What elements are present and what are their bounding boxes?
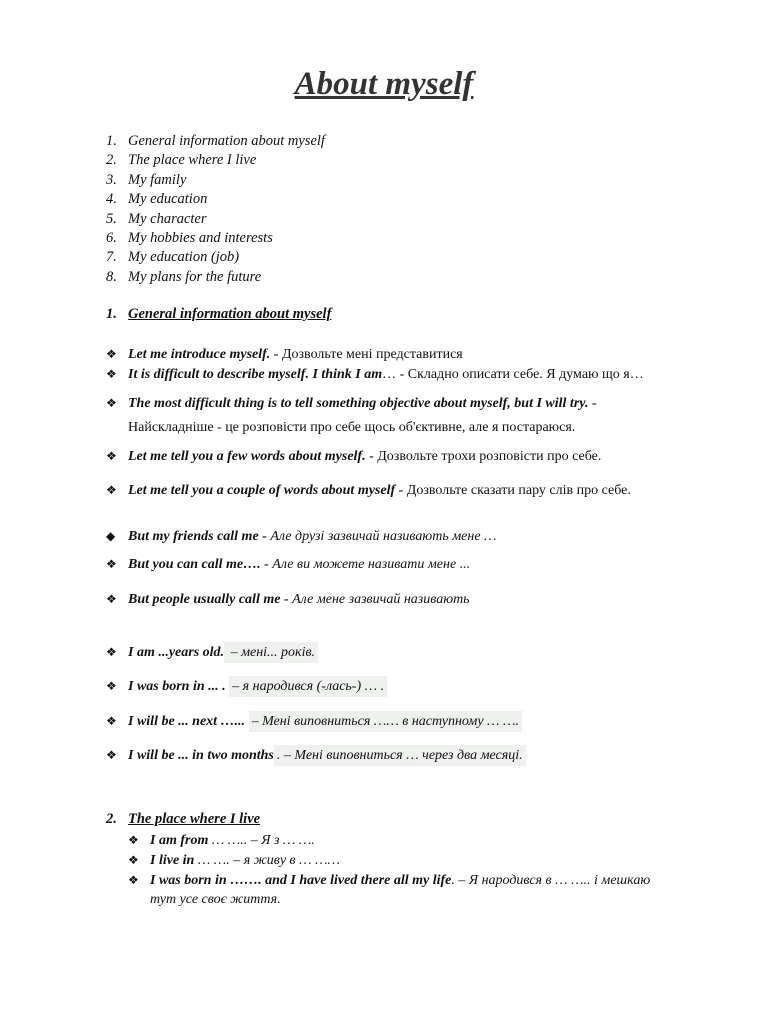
diamond-bullet-icon: ◆ (106, 529, 116, 543)
phrase-ukrainian: … ….. – Я з … …. (208, 833, 315, 848)
phrase-english: The most difficult thing is to tell something objective about myself, but I will try. - (128, 396, 597, 411)
phrase-ukrainian: – мені... років. (224, 642, 318, 663)
section-heading (106, 811, 260, 828)
toc-number: 6. (106, 229, 117, 246)
bullet-icon: ❖ (106, 679, 117, 693)
phrase-english: I will be ... next …... (128, 714, 249, 729)
toc-item (106, 151, 325, 170)
phrase-english: I was born in ……. and I have lived there all my life (150, 873, 452, 888)
phrase-ukrainian: Дозвольте мені представитися (281, 347, 463, 362)
phrase-ukrainian: – я народився (-лась-) … . (229, 676, 387, 697)
bullet-icon: ❖ (106, 557, 117, 571)
toc-label: General information about myself (128, 133, 325, 149)
phrase-english: I was born in ... . (128, 679, 230, 694)
list-item (106, 345, 463, 364)
phrase-english: I will be ... in two months (128, 748, 274, 763)
toc-label: My hobbies and interests (128, 229, 273, 246)
toc-number: 2. (106, 152, 117, 169)
toc-item (106, 248, 325, 267)
bullet-icon: ❖ (106, 592, 117, 606)
section-number: 1. (106, 306, 117, 322)
list-item (106, 555, 470, 574)
toc-label: My character (128, 210, 207, 227)
phrase-english: I am ...years old. (128, 645, 225, 660)
bullet-icon: ❖ (106, 645, 117, 659)
section-number: 2. (106, 811, 117, 827)
list-item (106, 643, 318, 662)
toc-item (106, 190, 325, 209)
list-item (128, 851, 340, 870)
list-item (106, 365, 644, 384)
toc-label: My plans for the future (128, 268, 262, 285)
phrase-ukrainian: Найскладніше - це розповісти про себе щось об'єктивне, але я постараюся. (128, 420, 576, 435)
toc-number: 5. (106, 210, 117, 227)
phrase-ukrainian: Але ви можете називати мене ... (272, 557, 471, 572)
toc-number: 8. (106, 268, 117, 285)
bullet-icon: ❖ (106, 396, 117, 410)
bullet-icon: ❖ (128, 873, 139, 887)
list-item (106, 712, 522, 731)
toc-item (106, 210, 325, 229)
phrase-ukrainian: . – Я народився в … ….. і мешкаю (451, 873, 651, 888)
list-item (106, 527, 497, 546)
bullet-icon: ❖ (106, 347, 117, 361)
list-item (128, 831, 315, 850)
list-item (106, 746, 526, 765)
toc-number: 4. (106, 191, 117, 208)
phrase-english: But people usually call me - (128, 592, 293, 607)
toc-label: My education (job) (128, 249, 240, 266)
table-of-contents (106, 132, 325, 287)
phrase-ukrainian: – Мені виповниться …… в наступному … …. (249, 711, 522, 732)
phrase-english: I am from (150, 833, 209, 848)
toc-item (106, 229, 325, 248)
toc-label: The place where I live (128, 152, 257, 169)
bullet-icon: ❖ (106, 748, 117, 762)
bullet-icon: ❖ (128, 853, 139, 867)
section-title: The place where I live (128, 811, 261, 827)
toc-label: My education (128, 191, 208, 208)
bullet-icon: ❖ (106, 483, 117, 497)
section-title: General information about myself (128, 306, 332, 322)
toc-label: My family (128, 171, 187, 188)
phrase-ukrainian: Дозвольте сказати пару слів про себе. (406, 483, 631, 498)
list-item (106, 590, 470, 609)
toc-item (106, 132, 325, 151)
phrase-ukrainian: Але друзі зазвичай називають мене … (270, 529, 497, 544)
bullet-icon: ❖ (106, 449, 117, 463)
bullet-icon: ❖ (106, 714, 117, 728)
phrase-ukrainian: Дозвольте трохи розповісти про себе. (377, 449, 602, 464)
phrase-english: Let me introduce myself. - (128, 347, 282, 362)
phrase-english: It is difficult to describe myself. I think I am (128, 367, 383, 382)
toc-number: 7. (106, 249, 117, 266)
list-item (106, 677, 387, 696)
phrase-ukrainian: … - Складно описати себе. Я думаю що я… (382, 367, 644, 382)
phrase-ukrainian: … …. – я живу в … …… (194, 853, 340, 868)
phrase-english: But you can call me…. - (128, 557, 273, 572)
bullet-icon: ❖ (106, 367, 117, 381)
toc-number: 1. (106, 133, 117, 149)
phrase-english: Let me tell you a couple of words about myself - (128, 483, 407, 498)
list-item (106, 394, 597, 413)
phrase-english: But my friends call me - (128, 529, 271, 544)
phrase-english: I live in (150, 853, 195, 868)
bullet-icon: ❖ (128, 833, 139, 847)
toc-item (106, 171, 325, 190)
phrase-ukrainian: Але мене зазвичай називають (292, 592, 470, 607)
phrase-ukrainian: . – Мені виповниться … через два месяці. (274, 745, 526, 766)
list-item (128, 871, 650, 890)
page-title: About myself (294, 66, 474, 102)
section-heading (106, 306, 331, 323)
list-item (106, 481, 631, 500)
phrase-english: Let me tell you a few words about myself. - (128, 449, 378, 464)
toc-item (106, 268, 325, 287)
list-item (106, 447, 601, 466)
phrase-ukrainian-continued: тут усе своє життя. (150, 892, 281, 907)
toc-number: 3. (106, 171, 117, 188)
